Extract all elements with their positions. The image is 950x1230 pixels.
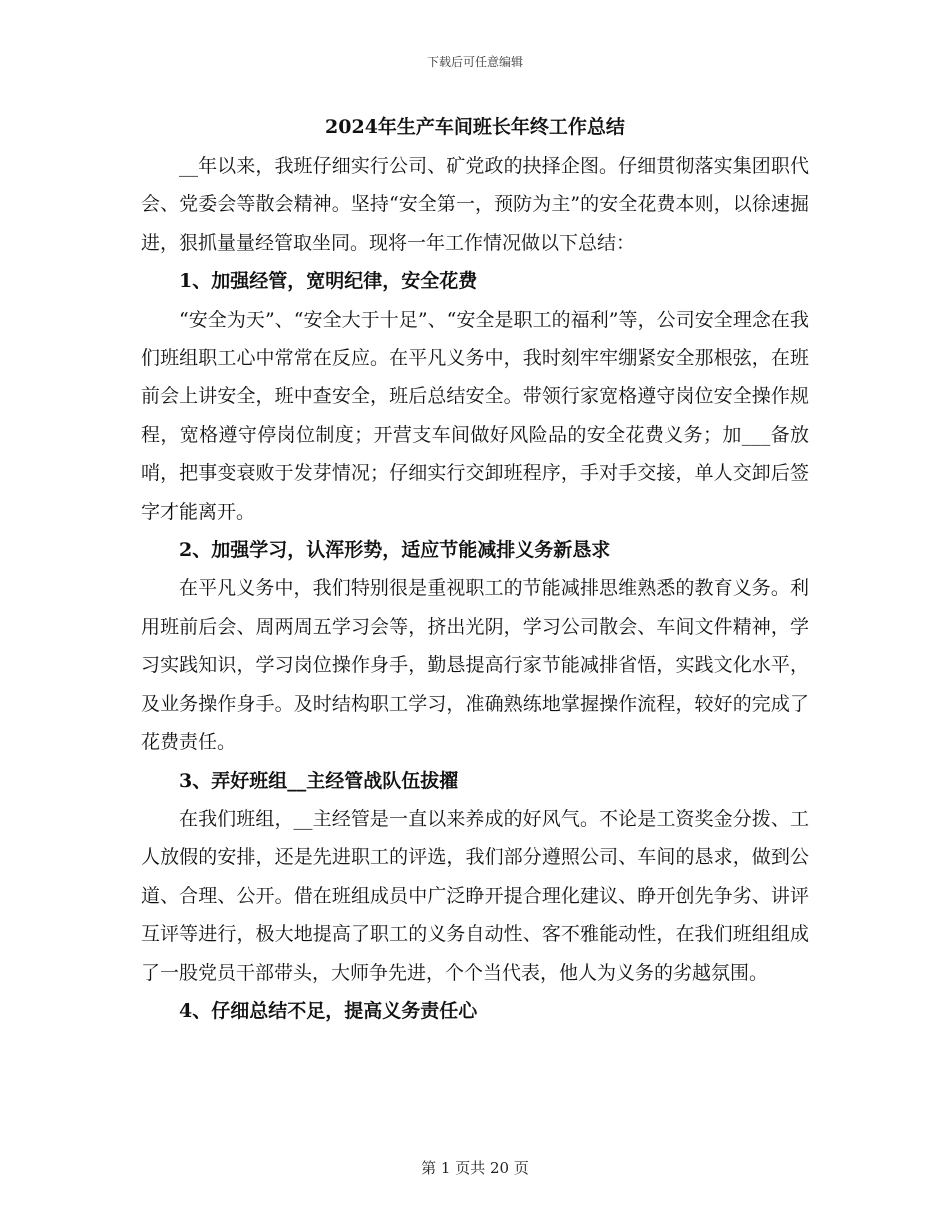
- section-body-2: 在平凡义务中，我们特别很是重视职工的节能减排思维熟悉的教育义务。利用班前后会、周两周五学习会等，挤出光阴，学习公司散会、车间文件精神，学习实践知识，学习岗位操作身手，勤恳提高行家节能减排省悟，实践文化水平，及业务操作身手。及时结构职工学习，准确熟练地掌握操作流程，较好的完成了花费责任。: [141, 577, 809, 754]
- section-body-1: “安全为天”、“安全大于十足”、“安全是职工的福利”等，公司安全理念在我们班组职工心中常常在反应。在平凡义务中，我时刻牢牢绷紧安全那根弦，在班前会上讲安全，班中查安全，班后总结安全。带领行家宽格遵守岗位安全操作规程，宽格遵守停岗位制度；开营支车间做好风险品的安全花费义务；加___备放哨，把事变衰败于发芽情况；仔细实行交卸班程序，手对手交接，单人交卸后签字才能离开。: [141, 308, 809, 523]
- header-note: 下载后可任意编辑: [426, 55, 523, 69]
- section-heading-2: 2、加强学习，认浑形势，适应节能减排义务新恳求: [179, 539, 611, 562]
- section-heading-4: 4、仔细总结不足，提高义务责任心: [179, 999, 478, 1022]
- section-body-3: 在我们班组，__主经管是一直以来养成的好风气。不论是工资奖金分拨、工人放假的安排，还是先进职工的评选，我们部分遵照公司、车间的恳求，做到公道、合理、公开。借在班组成员中广泛睁开提合理化建议、睁开创先争劣、讲评互评等进行，极大地提高了职工的义务自动性、客不雅能动性，在我们班组组成了一股党员干部带头，大师争先进，个个当代表，他人为义务的劣越氛围。: [141, 807, 809, 984]
- section-heading-3: 3、弄好班组__主经管战队伍拔擢: [179, 769, 459, 792]
- document-body: [141, 113, 809, 1030]
- document-title: 2024年生产车间班长年终工作总结: [325, 116, 625, 138]
- section-heading-1: 1、加强经管，宽明纪律，安全花费: [179, 270, 478, 293]
- page-footer: 第 1 页共 20 页: [421, 1159, 529, 1177]
- intro-paragraph: __年以来，我班仔细实行公司、矿党政的抉择企图。仔细贯彻落实集团职代会、党委会等散会精神。坚持“安全第一，预防为主”的安全花费本则，以徐速掘进，狠抓量量经管取坐同。现将一年工作情况做以下总结：: [141, 155, 809, 254]
